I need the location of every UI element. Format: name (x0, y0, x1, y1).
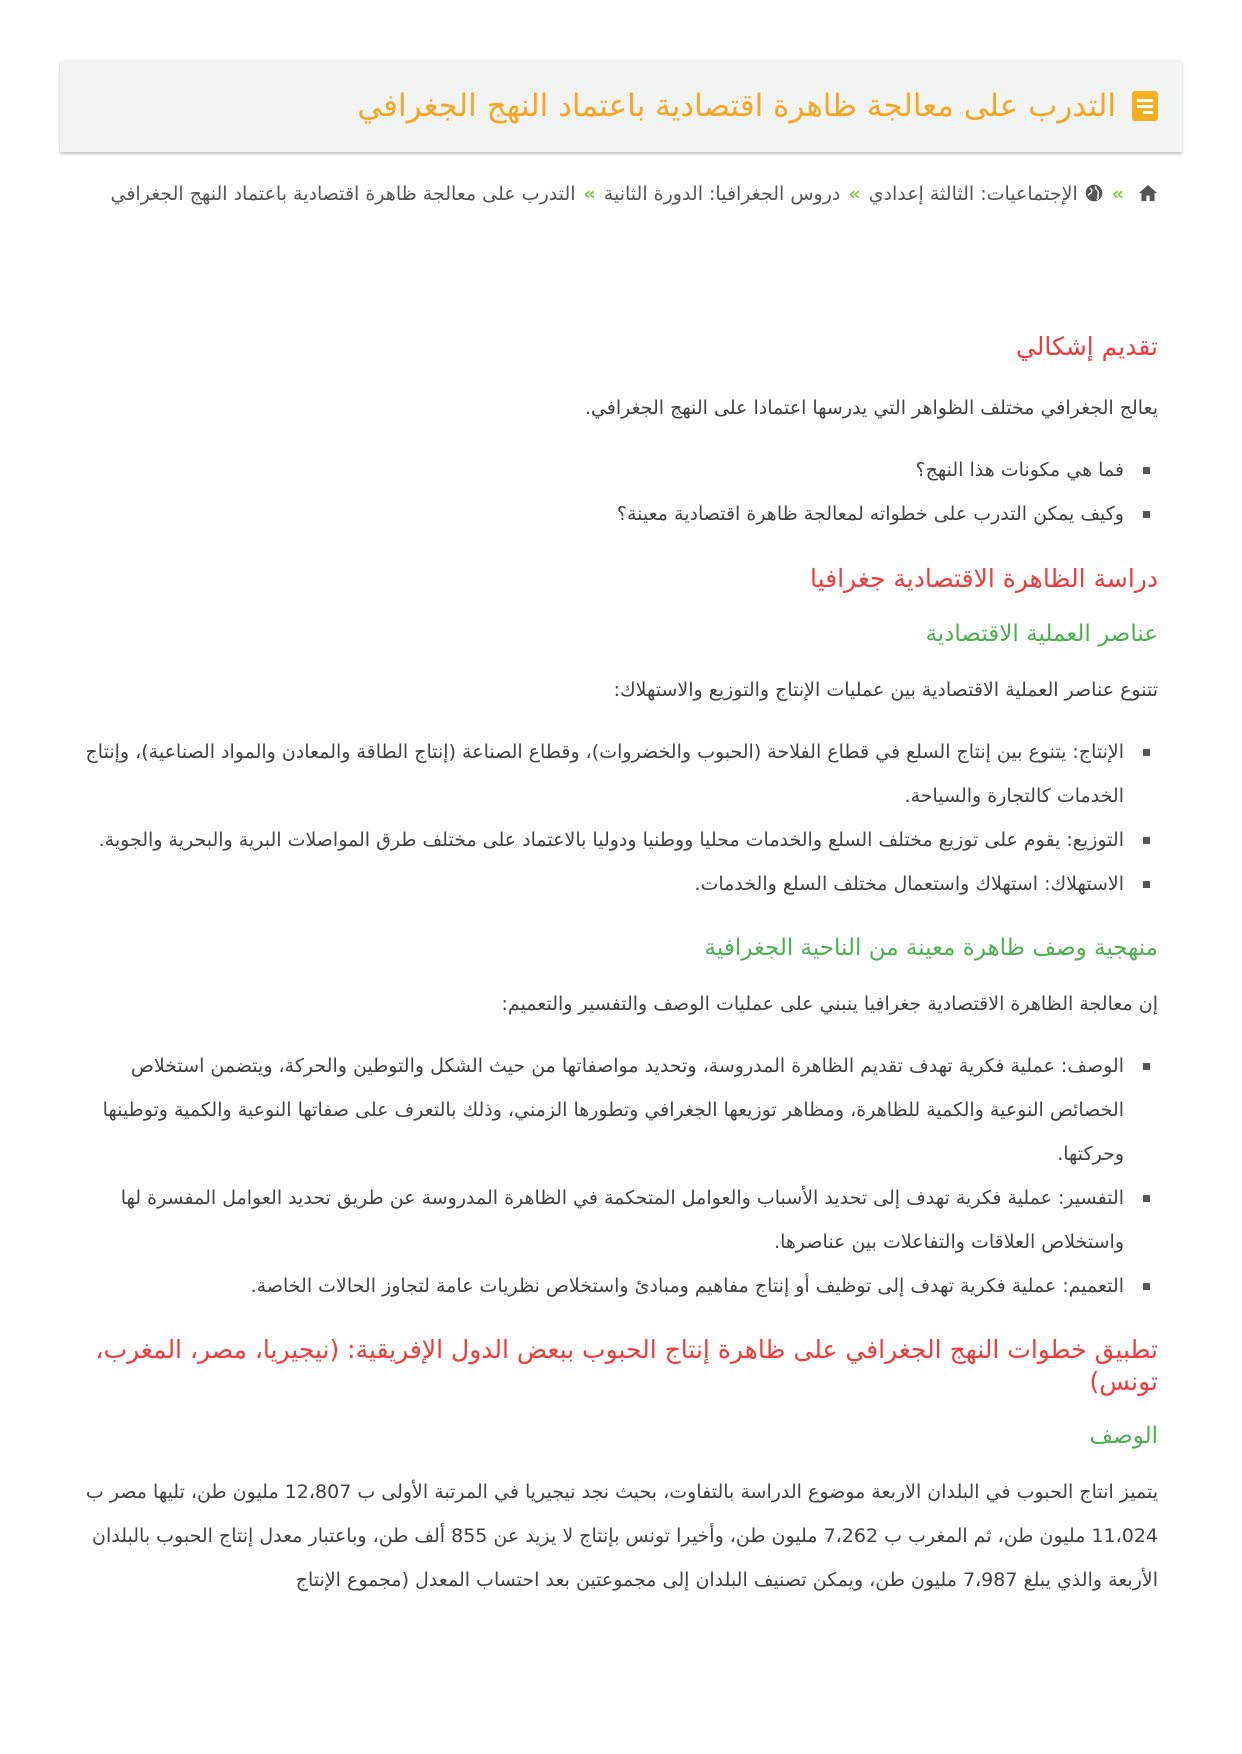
section-heading-study: دراسة الظاهرة الاقتصادية جغرافيا (810, 564, 1158, 593)
list-item: التفسير: عملية فكرية تهدف إلى تحديد الأسباب والعوامل المتحكمة في الظاهرة المدروسة عن طريق تحديد العوامل المفسرة لها واستخلاص العلاقات والتفاعلات بين عناصرها. (78, 1176, 1124, 1264)
section-heading-intro: تقديم إشكالي (1015, 332, 1158, 361)
description-paragraph: يتميز انتاج الحبوب في البلدان الاربعة موضوع الدراسة بالتفاوت، بحيث نجد نيجيريا في المرتبة الأولى ب 12،807 مليون طن، تليها مصر ب 11،024 مليون طن، ثم المغرب ب 7،262 مليون طن، وأخيرا تونس بإنتاج لا يزيد عن 855 ألف طن، وباعتبار معدل إنتاج الحبوب بالبلدان الأربعة والذي يبلغ 7،987 مليون طن، ويمكن تصنيف البلدان إلى مجموعتين بعد احتساب المعدل (مجموع الإنتاج (85, 1481, 1158, 1591)
breadcrumb (98, 172, 1158, 216)
list-item: فما هي مكونات هذا النهج؟ (78, 448, 1124, 492)
list-item: الاستهلاك: استهلاك واستعمال مختلف السلع والخدمات. (78, 862, 1124, 906)
list-item: الوصف: عملية فكرية تهدف تقديم الظاهرة المدروسة، وتحديد مواصفاتها من حيث الشكل والتوطين والحركة، ويتضمن استخلاص الخصائص النوعية والكمية للظاهرة، ومظاهر توزيعها الجغرافي وتطورها الزمني، وذلك بالتعرف على صفاتها النوعية والكمية وتوطينها وحركتها. (78, 1044, 1124, 1176)
breadcrumb-item-social[interactable]: الإجتماعيات: الثالثة إعدادي (868, 183, 1078, 205)
subheading-method: منهجية وصف ظاهرة معينة من الناحية الجغرافية (704, 935, 1158, 961)
breadcrumb-item-current: التدرب على معالجة ظاهرة اقتصادية باعتماد النهج الجغرافي (110, 183, 576, 205)
intro-paragraph: يعالج الجغرافي مختلف الظواهر التي يدرسها اعتمادا على النهج الجغرافي. (584, 397, 1158, 419)
intro-list (78, 448, 1158, 536)
home-icon[interactable] (1138, 184, 1158, 202)
breadcrumb-separator: » (1111, 183, 1124, 205)
list-item: وكيف يمكن التدرب على خطواته لمعالجة ظاهرة اقتصادية معينة؟ (78, 492, 1124, 536)
elements-paragraph: تتنوع عناصر العملية الاقتصادية بين عمليات الإنتاج والتوزيع والاستهلاك: (613, 679, 1158, 701)
breadcrumb-item-lessons[interactable]: دروس الجغرافيا: الدورة الثانية (603, 183, 841, 205)
list-item: الإنتاج: يتنوع بين إنتاج السلع في قطاع الفلاحة (الحبوب والخضروات)، وقطاع الصناعة (إنتاج الطاقة والمعادن والمواد الصناعية)، وإنتاج الخدمات كالتجارة والسياحة. (78, 730, 1124, 818)
subheading-elements: عناصر العملية الاقتصادية (925, 621, 1158, 647)
subheading-description: الوصف (1089, 1423, 1158, 1449)
elements-list (78, 730, 1158, 906)
method-paragraph: إن معالجة الظاهرة الاقتصادية جغرافيا ينبني على عمليات الوصف والتفسير والتعميم: (501, 993, 1158, 1015)
section-heading-application: تطبيق خطوات النهج الجغرافي على ظاهرة إنتاج الحبوب ببعض الدول الإفريقية: (نيجيريا، مصر، المغرب، تونس) (95, 1335, 1158, 1396)
title-bar (60, 60, 1182, 152)
globe-icon (1084, 183, 1104, 203)
method-list (78, 1044, 1158, 1308)
list-item: التعميم: عملية فكرية تهدف إلى توظيف أو إنتاج مفاهيم ومبادئ واستخلاص نظريات عامة لتجاوز الحالات الخاصة. (78, 1264, 1124, 1308)
article-content (78, 330, 1158, 1620)
article-icon (1132, 91, 1158, 121)
list-item: التوزيع: يقوم على توزيع مختلف السلع والخدمات محليا ووطنيا ودوليا بالاعتماد على مختلف طرق المواصلات البرية والبحرية والجوية. (78, 818, 1124, 862)
page-title: التدرب على معالجة ظاهرة اقتصادية باعتماد النهج الجغرافي (357, 88, 1116, 124)
breadcrumb-separator: » (583, 183, 596, 205)
breadcrumb-separator: » (848, 183, 861, 205)
